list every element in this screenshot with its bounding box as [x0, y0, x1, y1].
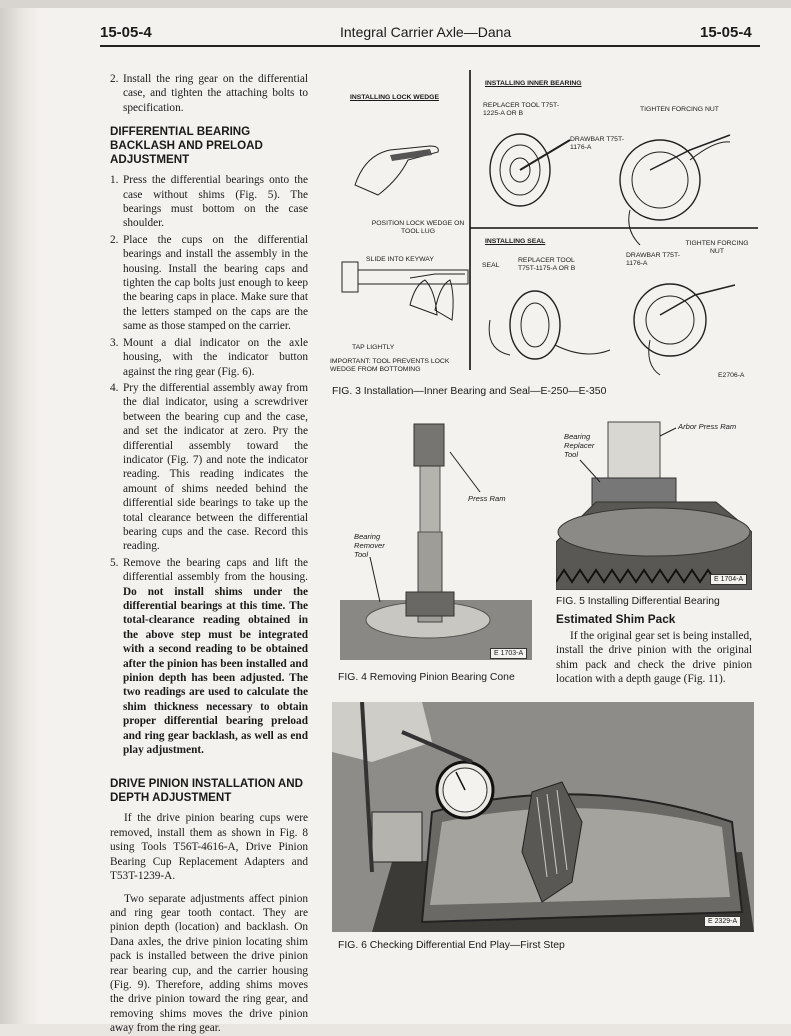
figure-code: E 1704-A [710, 574, 747, 585]
figure-6-drawing [332, 702, 754, 932]
figure-3 [330, 70, 758, 380]
label-tap: TAP LIGHTLY [352, 344, 395, 351]
label-drawbar-b: DRAWBAR T75T-1176-A [626, 252, 681, 267]
label-replacer-tool: Bearing Replacer Tool [564, 432, 595, 459]
section-heading-pinion: DRIVE PINION INSTALLATION AND DEPTH ADJUSTMENT [110, 777, 304, 805]
label-position: POSITION LOCK WEDGE ON TOOL LUG [371, 220, 465, 235]
paragraph: If the original gear set is being installed, install the drive pinion with the original shim pack and check the drive pinion location with a depth gauge (Fig. 11). [556, 630, 752, 686]
page-number-left: 15-05-4 [100, 24, 152, 41]
label-drawbar: DRAWBAR T75T-1176-A [570, 136, 625, 151]
label-lock-wedge-title: INSTALLING LOCK WEDGE [350, 94, 439, 101]
paragraph: If the drive pinion bearing cups were removed, install them as shown in Fig. 8 using Tools T56T-4616-A, Drive Pinion Bearing Cup Replacement Adapters and T53T-1239-A. [110, 812, 308, 883]
header-rule [100, 45, 760, 47]
figure-4-caption: FIG. 4 Removing Pinion Bearing Cone [338, 672, 515, 683]
figure-code: E 2329-A [704, 916, 741, 927]
heading-estimated-shim-pack: Estimated Shim Pack [556, 612, 676, 626]
label-arbor-ram: Arbor Press Ram [678, 422, 737, 431]
label-remover-tool: Bearing Remover Tool [354, 532, 385, 559]
label-seal: SEAL [482, 262, 500, 269]
figure-5-caption: FIG. 5 Installing Differential Bearing [556, 596, 720, 607]
section-heading-backlash: DIFFERENTIAL BEARING BACKLASH AND PRELOAD ADJUSTMENT [110, 125, 263, 167]
binding-edge [0, 0, 40, 1024]
label-inner-title: INSTALLING INNER BEARING [485, 80, 582, 87]
list-item: 3. Mount a dial indicator on the axle housing, with the indicator button against the ring gear (Fig. 6). [110, 336, 308, 378]
list-item: 2. Install the ring gear on the differential case, and tighten the attaching bolts to specification. [110, 73, 308, 114]
label-press-ram: Press Ram [468, 494, 506, 503]
scan-top-edge [0, 0, 791, 8]
figure-code: E 1703-A [490, 648, 527, 659]
list-item: 4. Pry the differential assembly away from the dial indicator, using a screwdriver between the bearing cup and the case, and set the indicator at zero. Pry the differential assembly toward the indicator (Fig. 7) and note the indicator reading. This reading indicates the amount of shims needed behind the differential side bearings to take up the total clearance between the differential bearing cups and the case. Record this reading. [110, 381, 308, 553]
label-important: IMPORTANT: TOOL PREVENTS LOCK WEDGE FROM BOTTOMING [330, 358, 450, 373]
label-tighten-nut-b: TIGHTEN FORCING NUT [685, 240, 749, 255]
figure-6-photo [332, 702, 754, 932]
left-column [110, 72, 308, 1036]
label-seal-title: INSTALLING SEAL [485, 238, 546, 245]
figure-4-photo [340, 412, 532, 660]
list-item: 2. Place the cups on the differential bearings and install the assembly in the housing. Install the bearing caps and tighten the cap bolts just enough to keep the bearing caps in place. Make sure that the letters stamped on the caps are the same as those stamped on the carrier. [110, 233, 308, 333]
figure-6-caption: FIG. 6 Checking Differential End Play—First Step [338, 940, 565, 951]
list-item: 1. Press the differential bearings onto the case without shims (Fig. 5). The bearings must bottom on the case shoulder. [110, 174, 308, 230]
figure-code: E2706-A [718, 372, 745, 379]
page-number-right: 15-05-4 [700, 24, 752, 41]
label-replacer-tool: REPLACER TOOL T75T-1225-A OR B [483, 102, 560, 117]
label-tighten-nut: TIGHTEN FORCING NUT [640, 106, 719, 113]
list-item: 5. Remove the bearing caps and lift the differential assembly from the housing. Do not install shims under the differential bearings at this time. The total-clearance reading obtained in the above step must be integrated with a second reading to be obtained after the pinion has been installed and pinion depth has been adjusted. The two readings are used to calculate the shim thickness necessary to obtain proper differential bearing preload and ring gear backlash, as well as end play adjustment. [110, 556, 308, 757]
figure-5-photo [556, 412, 752, 590]
label-slide: SLIDE INTO KEYWAY [366, 256, 434, 263]
page-title: Integral Carrier Axle—Dana [340, 24, 512, 40]
bold-warning: Do not install shims under the differential bearings at this time. The total-clearance reading obtained in the above step must be integrated with a second reading to be obtained after the pinion has been installed and pinion depth has been adjusted. The two readings are used to calculate the shim thickness necessary to obtain proper differential bearing preload and ring gear backlash, as well as end play adjustment. [123, 585, 308, 757]
right-text [556, 612, 752, 687]
label-replacer-tool-seal: REPLACER TOOL T75T-1175-A OR B [518, 257, 576, 272]
figure-3-caption: FIG. 3 Installation—Inner Bearing and Seal—E-250—E-350 [332, 386, 607, 397]
paragraph: Two separate adjustments affect pinion and ring gear tooth contact. They are pinion depth (location) and backlash. On Dana axles, the drive pinion locating shim pack is installed between the drive pinion rear bearing cup, and the carrier housing (Fig. 9). Therefore, adding shims moves the drive pinion toward the ring gear, and removing shims moves the drive pinion away from the ring gear. [110, 892, 308, 1035]
